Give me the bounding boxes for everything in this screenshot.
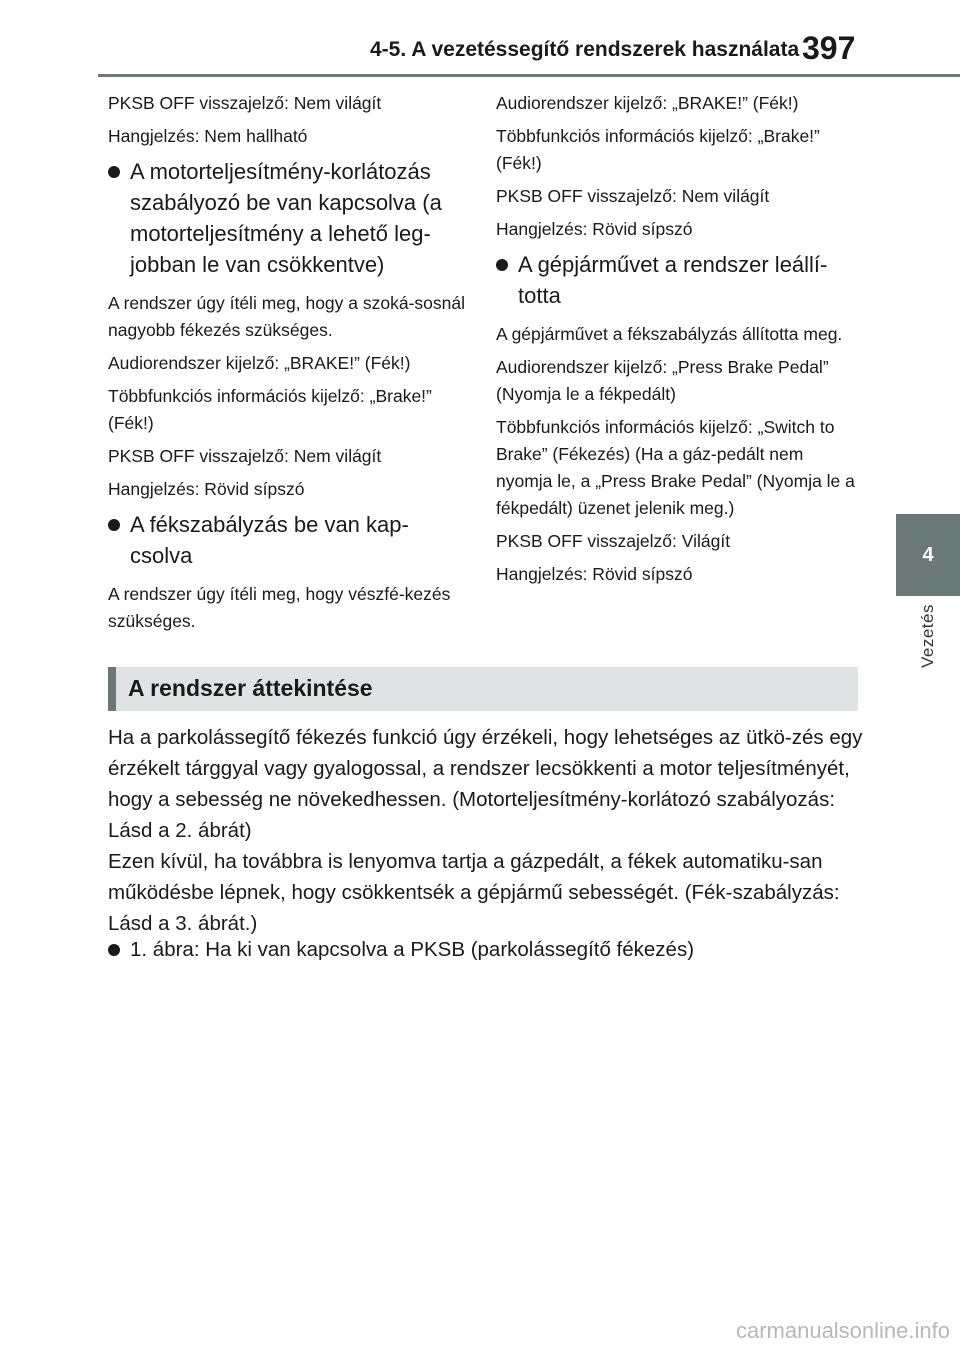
left-bullet-item [108, 156, 470, 280]
header-rule [98, 74, 960, 77]
right-paragraph: PKSB OFF visszajelző: Világít [496, 531, 731, 551]
section-title: A rendszer áttekintése [128, 675, 373, 701]
right-bullet-item [496, 249, 858, 311]
right-paragraph: PKSB OFF visszajelző: Nem világít [496, 186, 770, 206]
left-paragraph: PKSB OFF visszajelző: Nem világít [108, 446, 382, 466]
right-paragraph: Audiorendszer kijelző: „Press Brake Pedal” (Nyomja le a fékpedált) [496, 357, 829, 404]
chapter-label-text: Vezetés [918, 604, 937, 668]
left-paragraph: Hangjelzés: Rövid sípszó [108, 479, 305, 499]
chapter-tab-number: 4 [922, 543, 934, 566]
chapter-label [896, 604, 960, 694]
bullet-dot-icon [496, 259, 508, 271]
section-paragraph: Ezen kívül, ha továbbra is lenyomva tartja a gázpedált, a fékek automatiku-san működésbe lépnek, hogy csökkentsék a gépjármű sebességét. (Fék-szabályzás: Lásd a 3. ábrát.) [108, 850, 840, 935]
right-bullet-text: A gépjárművet a rendszer leállí-totta [518, 252, 828, 308]
left-column [108, 90, 470, 641]
chapter-tab[interactable] [896, 514, 960, 596]
left-paragraph: Hangjelzés: Nem hallható [108, 126, 308, 146]
right-paragraph: Hangjelzés: Rövid sípszó [496, 219, 693, 239]
right-paragraph: Hangjelzés: Rövid sípszó [496, 564, 693, 584]
right-paragraph: Audiorendszer kijelző: „BRAKE!” (Fék!) [496, 93, 799, 113]
left-paragraph: Többfunkciós információs kijelző: „Brake!” (Fék!) [108, 386, 432, 433]
section-bullet-item [108, 934, 868, 965]
left-bullet-item [108, 509, 470, 571]
left-bullet-text: A motorteljesítmény-korlátozás szabályozó be van kapcsolva (a motorteljesítmény a lehető leg-jobban le van csökkentve) [130, 159, 442, 277]
right-paragraph: Többfunkciós információs kijelző: „Switch to Brake” (Fékezés) (Ha a gáz-pedált nem nyomja le, a „Press Brake Pedal” (Nyomja le a fékpedált) üzenet jelenik meg.) [496, 417, 855, 518]
section-bullet-text: 1. ábra: Ha ki van kapcsolva a PKSB (parkolássegítő fékezés) [130, 938, 695, 961]
right-paragraph: A gépjárművet a fékszabályzás állította meg. [496, 324, 843, 344]
bullet-dot-icon [108, 166, 120, 178]
header-title: 4-5. A vezetéssegítő rendszerek használata [370, 38, 800, 61]
section-body [108, 722, 868, 939]
right-column [496, 90, 858, 594]
left-bullet-text: A fékszabályzás be van kap-csolva [130, 512, 409, 568]
left-paragraph: A rendszer úgy ítéli meg, hogy vészfé-kezés szükséges. [108, 584, 451, 631]
bullet-dot-icon [108, 519, 120, 531]
right-paragraph: Többfunkciós információs kijelző: „Brake!” (Fék!) [496, 126, 820, 173]
section-paragraph: Ha a parkolássegítő fékezés funkció úgy érzékeli, hogy lehetséges az ütkö-zés egy érzékelt tárggyal vagy gyalogossal, a rendszer lecsökkenti a motor teljesítményét, hogy a sebesség ne növekedhessen. (Motorteljesítmény-korlátozó szabályozás: Lásd a 2. ábrát) [108, 726, 863, 842]
left-paragraph: A rendszer úgy ítéli meg, hogy a szoká-sosnál nagyobb fékezés szükséges. [108, 293, 465, 340]
section-header-bar [108, 667, 116, 711]
bullet-dot-icon [108, 944, 120, 956]
watermark: carmanualsonline.info [735, 1318, 950, 1343]
section-header [108, 667, 858, 711]
left-paragraph: PKSB OFF visszajelző: Nem világít [108, 93, 382, 113]
left-paragraph: Audiorendszer kijelző: „BRAKE!” (Fék!) [108, 353, 411, 373]
page-number: 397 [802, 30, 856, 66]
